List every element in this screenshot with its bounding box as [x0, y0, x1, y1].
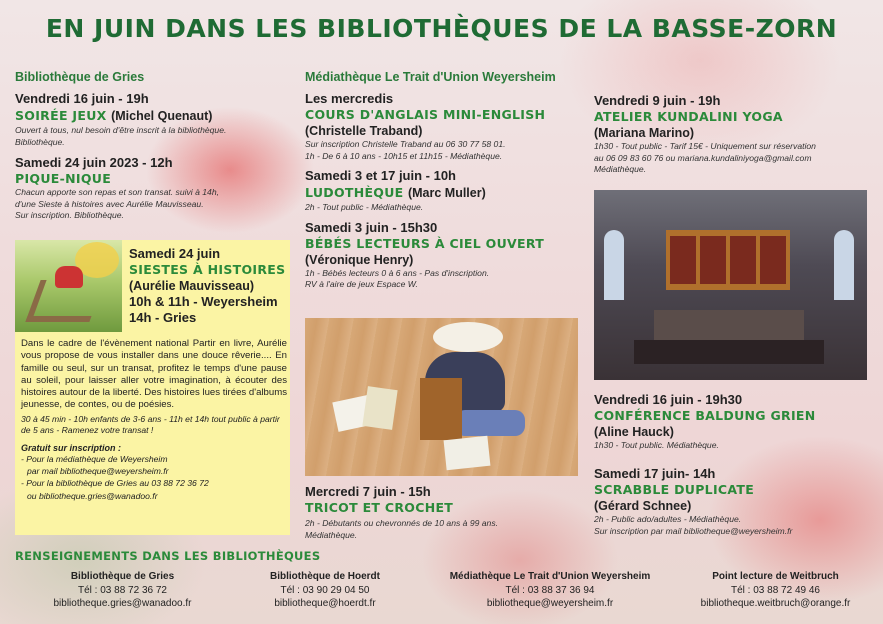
contact-name: Point lecture de Weitbruch [712, 571, 839, 582]
event-tricot [305, 484, 585, 541]
event-desc: 1h30 - Tout public - Tarif 15€ - Uniquement sur réservation [594, 141, 816, 151]
event-desc: Ouvert à tous, nul besoin d'être inscrit à la bibliothèque. [15, 125, 227, 135]
event-date: Samedi 3 juin - 15h30 [305, 219, 438, 235]
event-date: Mercredi 7 juin - 15h [305, 484, 431, 499]
siestes-text: Dans le cadre de l'évènement national Partir en livre, Aurélie vous propose de vous installer dans une douce rêverie.... En famille ou seul, sur un transat, profitez le temps d'une pause au soleil, pour laisser aller votre imagination, à écouter des histoires autour de la liberté. Des histoires lues tirées d'albums jeunesse, de contes, ou de poésies. [21, 338, 287, 411]
contact-weyersheim [430, 570, 670, 611]
panel-shape [760, 236, 786, 284]
event-desc: Sur inscription par mail bibliotheque@weyersheim.fr [594, 525, 793, 536]
book-shape [444, 436, 491, 470]
event-mini-english [305, 91, 585, 162]
gries-header: Bibliothèque de Gries [15, 70, 145, 84]
floor-shape [634, 340, 824, 364]
event-date: Vendredi 16 juin - 19h [15, 91, 149, 106]
weyersheim-header: Médiathèque Le Trait d'Union Weyersheim [305, 70, 556, 84]
contact-email[interactable]: bibliotheque.gries@wanadoo.fr [53, 598, 192, 609]
event-date: Vendredi 9 juin - 19h [594, 93, 721, 108]
event-host: (Christelle Traband) [305, 124, 423, 138]
event-title: SOIRÉE JEUX [15, 108, 107, 123]
event-host: (Michel Quenaut) [111, 109, 213, 123]
event-desc: Chacun apporte son repas et son transat. suivi à 14h, [15, 187, 219, 197]
event-desc: 2h - Tout public - Médiathèque. [305, 202, 424, 212]
registration-line: - Pour la médiathèque de Weyersheim [21, 453, 168, 464]
event-desc: 1h30 - Tout public. Médiathèque. [594, 440, 719, 450]
event-host: (Mariana Marino) [594, 126, 695, 140]
panel-shape [670, 236, 696, 284]
contact-email[interactable]: bibliotheque@hoerdt.fr [274, 598, 376, 609]
event-scrabble [594, 466, 879, 537]
window-shape [834, 230, 854, 300]
event-title: TRICOT ET CROCHET [305, 500, 454, 515]
contact-name: Bibliothèque de Gries [70, 571, 175, 582]
event-desc: 1h - Bébés lecteurs 0 à 6 ans - Pas d'inscription. [305, 267, 490, 278]
event-pique-nique [15, 155, 290, 222]
event-desc: Sur inscription Christelle Traband au 06 30 77 58 01. [305, 139, 506, 149]
garden-photo [15, 240, 122, 332]
contact-email[interactable]: bibliotheque.weitbruch@orange.fr [700, 598, 851, 609]
siestes-box [15, 240, 290, 535]
hat-shape [433, 322, 503, 352]
contact-phone: Tél : 03 90 29 04 50 [280, 584, 370, 596]
book-shape [362, 386, 397, 430]
event-title: SIESTES À HISTOIRES [129, 262, 286, 277]
event-date: Samedi 24 juin [129, 246, 221, 261]
contact-email[interactable]: bibliotheque@weyersheim.fr [486, 598, 614, 609]
registration-line: ou bibliotheque.gries@wanadoo.fr [27, 490, 158, 501]
altar-shape [666, 230, 790, 290]
event-desc: au 06 09 83 60 76 ou mariana.kundaliniyoga@gmail.com [594, 152, 812, 163]
event-host: (Marc Muller) [407, 186, 486, 200]
contact-phone: Tél : 03 88 72 49 46 [731, 584, 820, 596]
event-soiree-jeux [15, 91, 290, 148]
registration-line: - Pour la bibliothèque de Gries au 03 88 72 36 72 [21, 478, 209, 489]
event-host: (Aurélie Mauvisseau) [129, 279, 255, 293]
contact-name: Bibliothèque de Hoerdt [270, 571, 380, 582]
event-title: COURS D'ANGLAIS MINI-ENGLISH [305, 107, 546, 122]
legs-shape [455, 410, 525, 436]
event-desc: 2h - Débutants ou chevronnés de 10 ans à 99 ans. [305, 518, 499, 528]
event-ludotheque [305, 168, 585, 214]
church-photo [594, 190, 867, 380]
contact-name: Médiathèque Le Trait d'Union Weyersheim [449, 571, 651, 582]
window-shape [604, 230, 624, 300]
reading-photo [305, 318, 578, 476]
page-title: EN JUIN DANS LES BIBLIOTHÈQUES DE LA BASSE-ZORN [45, 14, 838, 43]
event-title: ATELIER KUNDALINI YOGA [594, 109, 783, 124]
footer-title: RENSEIGNEMENTS DANS LES BIBLIOTHÈQUES [15, 549, 321, 563]
event-date: Samedi 17 juin- 14h [594, 466, 716, 481]
event-date: Vendredi 16 juin - 19h30 [594, 392, 743, 407]
event-date: Les mercredis [305, 91, 394, 106]
contact-phone: Tél : 03 88 37 36 94 [505, 584, 595, 596]
event-desc: Médiathèque. [305, 529, 358, 540]
contact-hoerdt [240, 570, 410, 611]
event-title: BÉBÉS LECTEURS À CIEL OUVERT [305, 235, 545, 251]
event-date: Samedi 3 et 17 juin - 10h [305, 168, 456, 183]
event-host: (Véronique Henry) [305, 252, 414, 267]
event-yoga [594, 93, 874, 176]
event-desc: Médiathèque. [594, 164, 647, 174]
event-desc: 1h - De 6 à 10 ans - 10h15 et 11h15 - Médiathèque. [305, 150, 503, 161]
event-host: (Aline Hauck) [594, 425, 674, 439]
panel-shape [700, 236, 726, 284]
contact-phone: Tél : 03 88 72 36 72 [78, 584, 167, 596]
event-title: SCRABBLE DUPLICATE [594, 482, 755, 497]
reader-shape [55, 266, 83, 288]
gries-column [15, 70, 290, 228]
event-host: (Gérard Schnee) [594, 499, 692, 513]
box-shape [420, 378, 462, 440]
registration-title: Gratuit sur inscription : [21, 442, 122, 453]
steps-shape [654, 310, 804, 340]
event-desc: d'une Sieste à histoires avec Aurélie Mauvisseau. [15, 198, 204, 209]
registration-line: par mail bibliotheque@weyersheim.fr [27, 466, 169, 476]
panel-shape [730, 236, 756, 284]
event-time: 14h - Gries [129, 310, 197, 325]
event-conference [594, 392, 874, 452]
event-title: CONFÉRENCE BALDUNG GRIEN [594, 408, 816, 423]
event-desc: RV à l'aire de jeux Espace W. [305, 279, 418, 289]
event-desc: 2h - Public ado/adultes - Médiathèque. [594, 514, 742, 524]
event-title: LUDOTHÈQUE [305, 185, 404, 200]
weyersheim-column [305, 70, 585, 297]
event-desc: Sur inscription. Bibliothèque. [15, 210, 124, 220]
event-bebes-lecteurs [305, 220, 585, 291]
event-title: PIQUE-NIQUE [15, 171, 112, 186]
contact-weitbruch [678, 570, 873, 611]
event-date: Samedi 24 juin 2023 - 12h [15, 155, 173, 170]
contact-gries [30, 570, 215, 611]
event-desc: Bibliothèque. [15, 136, 65, 147]
event-time: 10h & 11h - Weyersheim [129, 294, 278, 309]
footer-contacts [0, 570, 883, 624]
siestes-details: 30 à 45 min - 10h enfants de 3-6 ans - 11h et 14h tout public à partir de 5 ans - Ramenez votre transat ! [21, 413, 280, 436]
